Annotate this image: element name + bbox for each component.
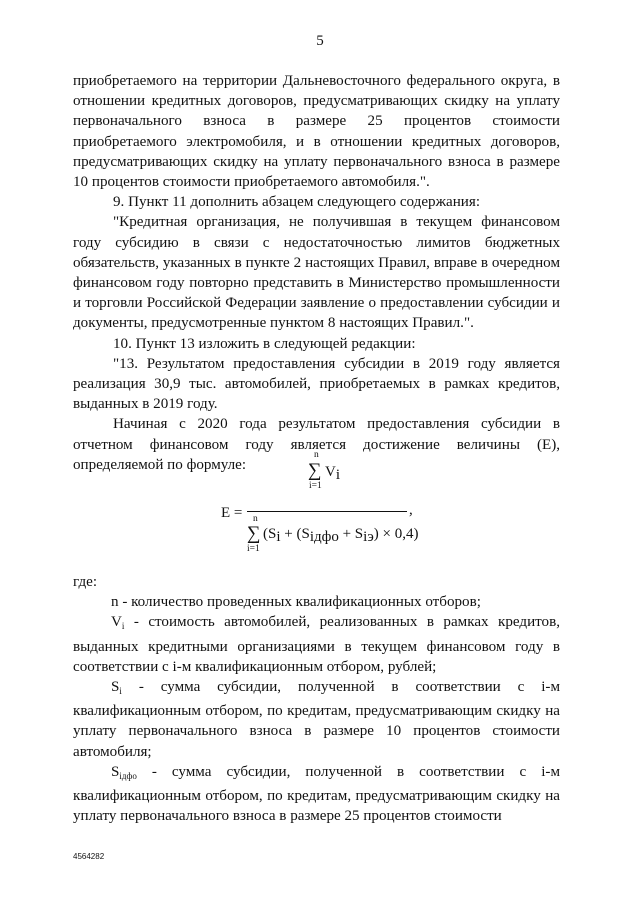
def-v-sub: i xyxy=(121,621,125,632)
definition-n: n - количество проведенных квалификационных отборов; xyxy=(111,594,481,611)
formula-num-var-sub: i xyxy=(335,467,341,483)
def-v-text: - стоимость автомобилей, реализованных в рамках кредитов, выданных кредитными организациями в текущем финансовом году в соответствии с i-м квалификационным отбором, рублей; xyxy=(73,614,560,675)
def-v-symbol: V xyxy=(111,614,122,631)
paragraph-item-9: 9. Пункт 11 дополнить абзацем следующего содержания: xyxy=(113,194,481,211)
fraction-bar xyxy=(247,511,407,512)
den-part-3: + S xyxy=(338,526,364,542)
page-number: 5 xyxy=(316,33,324,49)
paragraph-continuation: приобретаемого на территории Дальневосточного федерального округа, в отношении кредитных договоров, предусматривающих скидку на уплату первоначального взноса в размере 25 процентов стоимости приобретаемого электромобиля, и в отношении кредитных договоров, предусматривающих скидку на уплату первоначального взноса в размере 10 процентов стоимости приобретаемого автомобиля.". xyxy=(73,73,560,191)
paragraph-item-10: 10. Пункт 13 изложить в следующей редакции: xyxy=(113,335,416,352)
den-part-2: + (S xyxy=(280,526,310,542)
formula-lhs: E = xyxy=(221,505,243,521)
document-id: 4564282 xyxy=(73,852,105,861)
definition-v xyxy=(73,612,560,677)
formula-trailing-comma: , xyxy=(409,502,413,518)
def-s-text: - сумма субсидии, полученной в соответствии с i-м квалификационным отбором, по кредитам, предусматривающим скидку на уплату первоначального взноса в размере 10 процентов стоимости автомобиля; xyxy=(73,679,560,760)
def-s-sub: i xyxy=(119,686,122,697)
definition-s-dfo xyxy=(73,762,560,827)
def-sdfo-text: - сумма субсидии, полученной в соответствии с i-м квалификационным отбором, по кредитам, предусматривающим скидку на уплату первоначального взноса в размере 25 процентов стоимости xyxy=(73,763,560,825)
formula-num-sigma: ∑ xyxy=(308,460,322,481)
definition-s xyxy=(73,677,560,762)
where-label: где: xyxy=(73,574,98,590)
den-sub-1: i xyxy=(276,529,281,545)
den-part-4: ) × 0,4) xyxy=(373,526,419,542)
formula-num-sum-bottom: i=1 xyxy=(309,481,322,491)
def-sdfo-sub: iдфо xyxy=(119,770,137,781)
paragraph-formula-intro: Начиная с 2020 года результатом предоставления субсидии в отчетном финансовом году является достижение величины (Е), определяемой по формуле: xyxy=(73,416,560,473)
formula-num-var-letter: V xyxy=(325,464,336,480)
den-sub-2: iдфо xyxy=(309,529,339,545)
formula-den-sum-bottom: i=1 xyxy=(247,544,260,554)
formula-den-expr xyxy=(263,527,418,545)
formula-num-sum-top: n xyxy=(314,450,319,460)
formula-den-sum-top: n xyxy=(253,514,258,524)
den-part-1: (S xyxy=(263,526,277,542)
paragraph-item-13: "13. Результатом предоставления субсидии в 2019 году является реализация 30,9 тыс. автомобилей, приобретаемых в рамках кредитов, выданных в 2019 году. xyxy=(73,355,560,413)
document-body-definitions xyxy=(73,572,560,826)
den-sub-3: iэ xyxy=(363,529,374,545)
def-sdfo-symbol: S xyxy=(111,763,120,780)
paragraph-quote-credit-org: "Кредитная организация, не получившая в текущем финансовом году субсидию в связи с недостаточностью лимитов бюджетных обязательств, указанных в пункте 2 настоящих Правил, вправе в очередном финансовом году повторно представить в Министерство промышленности и торговли Российской Федерации заявление о предоставлении субсидии и документы, предусмотренные пунктом 8 настоящих Правил.". xyxy=(73,214,560,332)
formula-den-sigma: ∑ xyxy=(247,523,261,544)
document-body-top xyxy=(73,71,560,475)
def-s-symbol: S xyxy=(111,679,120,696)
